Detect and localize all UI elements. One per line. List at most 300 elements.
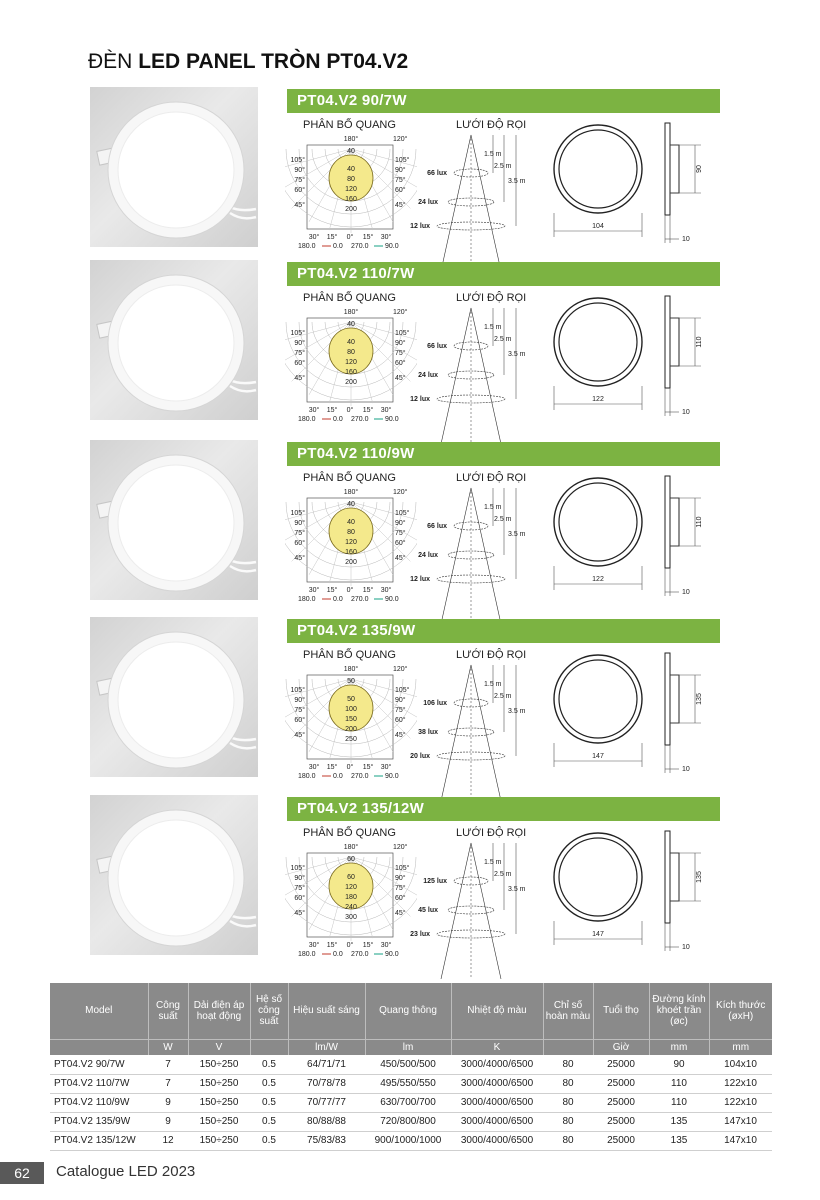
table-cell: 135 — [649, 1131, 709, 1150]
product-photo — [90, 795, 258, 955]
table-cell: 150÷250 — [188, 1093, 250, 1112]
table-cell: 135 — [649, 1112, 709, 1131]
polar-angle-label: 15° — [326, 407, 338, 414]
polar-angle-label: 105° — [290, 687, 305, 694]
polar-scale-label: 120 — [345, 884, 357, 891]
polar-scale-label: 250 — [345, 736, 357, 743]
unit-cell — [50, 1039, 148, 1055]
polar-angle-label: 15° — [362, 942, 374, 949]
table-cell: 150÷250 — [188, 1131, 250, 1150]
polar-angle-label: 45° — [294, 375, 305, 382]
table-cell: 630/700/700 — [365, 1093, 451, 1112]
distance-label: 2.5 m — [494, 163, 512, 170]
polar-angle-label: 90° — [395, 167, 406, 174]
table-cell: 70/77/77 — [288, 1093, 365, 1112]
distance-label: 1.5 m — [484, 859, 502, 866]
table-cell: 110 — [649, 1074, 709, 1093]
polar-legend-label: 180.0 — [298, 596, 316, 603]
distance-label: 2.5 m — [494, 693, 512, 700]
polar-legend-label: 180.0 — [298, 243, 316, 250]
polar-angle-label: 75° — [294, 530, 305, 537]
product-name-bar: PT04.V2 90/7W — [287, 89, 720, 113]
unit-cell: Giờ — [593, 1039, 649, 1055]
polar-angle-label: 60° — [294, 187, 305, 194]
distance-label: 3.5 m — [508, 708, 526, 715]
polar-legend-value: 90.0 — [385, 416, 399, 423]
polar-scale-label: 80 — [347, 349, 355, 356]
table-cell: 0.5 — [250, 1093, 288, 1112]
polar-angle-label: 105° — [395, 157, 410, 164]
table-cell: 7 — [148, 1055, 188, 1074]
table-cell: 3000/4000/6500 — [451, 1093, 543, 1112]
table-cell: 75/83/83 — [288, 1131, 365, 1150]
polar-scale-label: 40 — [347, 501, 355, 508]
polar-scale-label: 40 — [347, 339, 355, 346]
table-cell: 147x10 — [709, 1131, 772, 1150]
table-cell: 80 — [543, 1074, 593, 1093]
polar-angle-label: 15° — [362, 407, 374, 414]
lux-label: 45 lux — [418, 907, 438, 914]
page-title — [88, 50, 408, 74]
polar-angle-label: 0° — [346, 234, 354, 241]
table-cell: 3000/4000/6500 — [451, 1055, 543, 1074]
cone-diagram — [410, 839, 540, 979]
polar-angle-label: 105° — [395, 687, 410, 694]
lux-label: 24 lux — [418, 199, 438, 206]
header-cell: Chỉ số hoàn màu — [543, 983, 593, 1039]
distance-label: 3.5 m — [508, 531, 526, 538]
cone-diagram — [410, 661, 540, 801]
title-prefix: ĐÈN — [88, 50, 133, 73]
polar-angle-label: 105° — [290, 510, 305, 517]
table-cell: 80 — [543, 1093, 593, 1112]
polar-scale-label: 160 — [345, 549, 357, 556]
polar-scale-label: 200 — [345, 206, 357, 213]
panel-light-illustration — [90, 795, 258, 955]
table-cell: 80 — [543, 1131, 593, 1150]
table-cell: 64/71/71 — [288, 1055, 365, 1074]
height-label: 110 — [696, 516, 703, 528]
header-cell: Tuổi thọ — [593, 983, 649, 1039]
product-name-bar: PT04.V2 135/9W — [287, 619, 720, 643]
polar-angle-label: 30° — [380, 234, 392, 241]
polar-scale-label: 80 — [347, 529, 355, 536]
depth-label: 10 — [682, 409, 690, 416]
unit-cell: mm — [649, 1039, 709, 1055]
table-row — [50, 1112, 772, 1131]
spec-header-row — [50, 983, 772, 1039]
depth-label: 10 — [682, 589, 690, 596]
table-cell: 3000/4000/6500 — [451, 1112, 543, 1131]
table-cell: 720/800/800 — [365, 1112, 451, 1131]
polar-angle-label: 15° — [362, 234, 374, 241]
product-row — [0, 87, 820, 262]
polar-scale-label: 40 — [347, 166, 355, 173]
polar-angle-label: 45° — [294, 732, 305, 739]
polar-scale-label: 200 — [345, 379, 357, 386]
cone-label: LƯỚI ĐỘ RỌI — [456, 119, 527, 131]
polar-angle-label: 90° — [395, 697, 406, 704]
polar-angle-label: 30° — [380, 587, 392, 594]
table-cell: 25000 — [593, 1055, 649, 1074]
polar-diagram — [285, 484, 417, 616]
table-cell: 9 — [148, 1112, 188, 1131]
unit-cell — [543, 1039, 593, 1055]
polar-angle-label: 45° — [395, 732, 406, 739]
unit-cell: lm/W — [288, 1039, 365, 1055]
lux-label: 125 lux — [423, 878, 447, 885]
distance-label: 3.5 m — [508, 886, 526, 893]
footer-text: Catalogue LED 2023 — [56, 1163, 196, 1180]
distance-label: 1.5 m — [484, 504, 502, 511]
table-cell: PT04.V2 135/12W — [50, 1131, 148, 1150]
table-cell: 900/1000/1000 — [365, 1131, 451, 1150]
polar-legend-label: 270.0 — [351, 596, 369, 603]
table-cell: 80 — [543, 1055, 593, 1074]
polar-legend-label: 270.0 — [351, 243, 369, 250]
table-cell: 150÷250 — [188, 1055, 250, 1074]
polar-angle-label: 15° — [326, 587, 338, 594]
polar-angle-label: 30° — [380, 764, 392, 771]
polar-scale-label: 120 — [345, 539, 357, 546]
distance-label: 2.5 m — [494, 516, 512, 523]
polar-legend-value: 0.0 — [333, 951, 343, 958]
polar-angle-label: 45° — [395, 375, 406, 382]
polar-diagram — [285, 304, 417, 436]
polar-angle-label: 60° — [395, 717, 406, 724]
table-cell: PT04.V2 135/9W — [50, 1112, 148, 1131]
polar-angle-label: 105° — [395, 865, 410, 872]
polar-angle-label: 120° — [393, 136, 408, 143]
polar-scale-label: 80 — [347, 176, 355, 183]
header-cell: Công suất — [148, 983, 188, 1039]
polar-angle-label: 120° — [393, 666, 408, 673]
lux-label: 12 lux — [410, 223, 430, 230]
polar-legend-value: 0.0 — [333, 596, 343, 603]
product-row — [0, 440, 820, 615]
polar-scale-label: 200 — [345, 726, 357, 733]
distance-label: 3.5 m — [508, 351, 526, 358]
polar-angle-label: 60° — [294, 717, 305, 724]
cone-diagram — [410, 131, 540, 271]
front-view-drawing — [550, 470, 650, 600]
polar-scale-label: 300 — [345, 914, 357, 921]
polar-legend-value: 90.0 — [385, 951, 399, 958]
polar-angle-label: 120° — [393, 489, 408, 496]
table-row — [50, 1074, 772, 1093]
table-cell: 90 — [649, 1055, 709, 1074]
cone-diagram — [410, 484, 540, 624]
depth-label: 10 — [682, 236, 690, 243]
polar-scale-label: 40 — [347, 519, 355, 526]
table-cell: 122x10 — [709, 1074, 772, 1093]
product-photo — [90, 617, 258, 777]
header-cell: Dải điện áp hoạt động — [188, 983, 250, 1039]
lux-label: 38 lux — [418, 729, 438, 736]
polar-angle-label: 180° — [343, 844, 359, 851]
polar-diagram — [285, 131, 417, 263]
polar-legend-label: 270.0 — [351, 951, 369, 958]
polar-angle-label: 0° — [346, 942, 354, 949]
panel-light-illustration — [90, 260, 258, 420]
polar-angle-label: 0° — [346, 764, 354, 771]
lux-label: 66 lux — [427, 523, 447, 530]
polar-scale-label: 50 — [347, 696, 355, 703]
polar-label: PHÂN BỐ QUANG — [303, 292, 396, 304]
polar-angle-label: 60° — [294, 895, 305, 902]
polar-angle-label: 105° — [290, 330, 305, 337]
polar-angle-label: 90° — [395, 875, 406, 882]
height-label: 135 — [696, 693, 703, 705]
lux-label: 24 lux — [418, 552, 438, 559]
polar-legend-value: 0.0 — [333, 416, 343, 423]
polar-angle-label: 45° — [395, 910, 406, 917]
table-cell: 110 — [649, 1093, 709, 1112]
polar-scale-label: 50 — [347, 678, 355, 685]
unit-cell: mm — [709, 1039, 772, 1055]
polar-scale-label: 40 — [347, 148, 355, 155]
polar-legend-value: 90.0 — [385, 773, 399, 780]
title-bold: LED PANEL TRÒN PT04.V2 — [138, 50, 409, 73]
table-cell: PT04.V2 110/9W — [50, 1093, 148, 1112]
polar-label: PHÂN BỐ QUANG — [303, 472, 396, 484]
polar-scale-label: 60 — [347, 856, 355, 863]
panel-light-illustration — [90, 440, 258, 600]
side-view-drawing — [655, 290, 725, 430]
polar-scale-label: 60 — [347, 874, 355, 881]
table-cell: 3000/4000/6500 — [451, 1074, 543, 1093]
diameter-label: 104 — [592, 223, 604, 230]
unit-cell: lm — [365, 1039, 451, 1055]
product-photo — [90, 440, 258, 600]
table-cell: 150÷250 — [188, 1112, 250, 1131]
polar-angle-label: 15° — [326, 942, 338, 949]
polar-angle-label: 30° — [380, 942, 392, 949]
polar-angle-label: 45° — [395, 555, 406, 562]
table-cell: 12 — [148, 1131, 188, 1150]
table-cell: 70/78/78 — [288, 1074, 365, 1093]
polar-scale-label: 150 — [345, 716, 357, 723]
table-row — [50, 1131, 772, 1150]
page-footer — [0, 1162, 220, 1184]
polar-angle-label: 105° — [395, 330, 410, 337]
side-view-drawing — [655, 825, 725, 965]
unit-cell: V — [188, 1039, 250, 1055]
table-cell: PT04.V2 90/7W — [50, 1055, 148, 1074]
diameter-label: 122 — [592, 396, 604, 403]
polar-angle-label: 30° — [308, 764, 320, 771]
distance-label: 3.5 m — [508, 178, 526, 185]
polar-angle-label: 75° — [294, 350, 305, 357]
polar-angle-label: 30° — [308, 234, 320, 241]
front-view-drawing — [550, 825, 650, 955]
diameter-label: 147 — [592, 931, 604, 938]
polar-diagram — [285, 661, 417, 793]
lux-label: 12 lux — [410, 396, 430, 403]
polar-angle-label: 30° — [308, 942, 320, 949]
table-cell: 80/88/88 — [288, 1112, 365, 1131]
polar-scale-label: 160 — [345, 196, 357, 203]
polar-angle-label: 15° — [326, 764, 338, 771]
cone-diagram — [410, 304, 540, 444]
table-cell: 450/500/500 — [365, 1055, 451, 1074]
header-cell: Kích thước (øxH) — [709, 983, 772, 1039]
polar-angle-label: 180° — [343, 309, 359, 316]
product-name-bar: PT04.V2 135/12W — [287, 797, 720, 821]
polar-angle-label: 60° — [395, 540, 406, 547]
polar-angle-label: 90° — [395, 520, 406, 527]
polar-scale-label: 180 — [345, 894, 357, 901]
polar-angle-label: 90° — [294, 697, 305, 704]
distance-label: 1.5 m — [484, 151, 502, 158]
polar-angle-label: 30° — [308, 407, 320, 414]
polar-scale-label: 120 — [345, 186, 357, 193]
polar-angle-label: 30° — [380, 407, 392, 414]
header-cell: Quang thông — [365, 983, 451, 1039]
table-cell: 0.5 — [250, 1112, 288, 1131]
polar-legend-label: 180.0 — [298, 951, 316, 958]
polar-angle-label: 0° — [346, 407, 354, 414]
table-cell: 25000 — [593, 1131, 649, 1150]
polar-angle-label: 90° — [294, 520, 305, 527]
polar-angle-label: 105° — [395, 510, 410, 517]
cone-label: LƯỚI ĐỘ RỌI — [456, 649, 527, 661]
polar-legend-label: 270.0 — [351, 416, 369, 423]
polar-angle-label: 180° — [343, 666, 359, 673]
polar-angle-label: 120° — [393, 844, 408, 851]
table-cell: 3000/4000/6500 — [451, 1131, 543, 1150]
distance-label: 1.5 m — [484, 324, 502, 331]
unit-cell: K — [451, 1039, 543, 1055]
polar-scale-label: 240 — [345, 904, 357, 911]
polar-angle-label: 60° — [294, 540, 305, 547]
height-label: 90 — [696, 165, 703, 173]
polar-diagram — [285, 839, 417, 971]
polar-angle-label: 75° — [395, 177, 406, 184]
side-view-drawing — [655, 117, 725, 257]
polar-angle-label: 60° — [294, 360, 305, 367]
table-cell: 104x10 — [709, 1055, 772, 1074]
polar-label: PHÂN BỐ QUANG — [303, 649, 396, 661]
polar-angle-label: 90° — [294, 167, 305, 174]
lux-label: 66 lux — [427, 170, 447, 177]
lux-label: 106 lux — [423, 700, 447, 707]
polar-legend-label: 270.0 — [351, 773, 369, 780]
depth-label: 10 — [682, 766, 690, 773]
polar-legend-value: 90.0 — [385, 243, 399, 250]
product-photo — [90, 87, 258, 247]
header-cell: Hiệu suất sáng — [288, 983, 365, 1039]
polar-angle-label: 60° — [395, 360, 406, 367]
product-row — [0, 617, 820, 792]
unit-cell — [250, 1039, 288, 1055]
cone-label: LƯỚI ĐỘ RỌI — [456, 827, 527, 839]
polar-angle-label: 60° — [395, 895, 406, 902]
polar-legend-value: 0.0 — [333, 243, 343, 250]
polar-legend-value: 0.0 — [333, 773, 343, 780]
polar-angle-label: 75° — [395, 885, 406, 892]
unit-cell: W — [148, 1039, 188, 1055]
front-view-drawing — [550, 117, 650, 247]
lux-label: 66 lux — [427, 343, 447, 350]
table-cell: 0.5 — [250, 1131, 288, 1150]
table-cell: 122x10 — [709, 1093, 772, 1112]
product-photo — [90, 260, 258, 420]
table-cell: 0.5 — [250, 1055, 288, 1074]
table-row — [50, 1093, 772, 1112]
lux-label: 24 lux — [418, 372, 438, 379]
table-cell: 495/550/550 — [365, 1074, 451, 1093]
header-cell: Nhiệt độ màu — [451, 983, 543, 1039]
distance-label: 2.5 m — [494, 871, 512, 878]
cone-label: LƯỚI ĐỘ RỌI — [456, 472, 527, 484]
polar-angle-label: 45° — [395, 202, 406, 209]
polar-angle-label: 75° — [294, 885, 305, 892]
polar-legend-label: 180.0 — [298, 773, 316, 780]
polar-angle-label: 45° — [294, 202, 305, 209]
page-number: 62 — [0, 1162, 44, 1184]
polar-label: PHÂN BỐ QUANG — [303, 119, 396, 131]
table-cell: 80 — [543, 1112, 593, 1131]
panel-light-illustration — [90, 617, 258, 777]
polar-angle-label: 0° — [346, 587, 354, 594]
table-row — [50, 1055, 772, 1074]
polar-angle-label: 45° — [294, 555, 305, 562]
lux-label: 23 lux — [410, 931, 430, 938]
front-view-drawing — [550, 647, 650, 777]
polar-angle-label: 75° — [395, 350, 406, 357]
table-cell: 25000 — [593, 1093, 649, 1112]
polar-angle-label: 15° — [362, 587, 374, 594]
polar-scale-label: 200 — [345, 559, 357, 566]
height-label: 135 — [696, 871, 703, 883]
distance-label: 2.5 m — [494, 336, 512, 343]
polar-scale-label: 120 — [345, 359, 357, 366]
cone-label: LƯỚI ĐỘ RỌI — [456, 292, 527, 304]
product-name-bar: PT04.V2 110/7W — [287, 262, 720, 286]
header-cell: Hệ số công suất — [250, 983, 288, 1039]
product-row — [0, 260, 820, 435]
polar-angle-label: 45° — [294, 910, 305, 917]
polar-angle-label: 60° — [395, 187, 406, 194]
polar-angle-label: 15° — [362, 764, 374, 771]
polar-angle-label: 120° — [393, 309, 408, 316]
distance-label: 1.5 m — [484, 681, 502, 688]
spec-units-row — [50, 1039, 772, 1055]
height-label: 110 — [696, 336, 703, 348]
table-cell: 7 — [148, 1074, 188, 1093]
side-view-drawing — [655, 470, 725, 610]
polar-angle-label: 75° — [395, 530, 406, 537]
polar-scale-label: 160 — [345, 369, 357, 376]
table-cell: 9 — [148, 1093, 188, 1112]
polar-angle-label: 75° — [395, 707, 406, 714]
product-name-bar: PT04.V2 110/9W — [287, 442, 720, 466]
polar-legend-value: 90.0 — [385, 596, 399, 603]
polar-angle-label: 90° — [395, 340, 406, 347]
product-row — [0, 795, 820, 970]
spec-table-body — [50, 1055, 772, 1150]
polar-angle-label: 105° — [290, 157, 305, 164]
polar-angle-label: 90° — [294, 340, 305, 347]
front-view-drawing — [550, 290, 650, 420]
table-cell: 25000 — [593, 1074, 649, 1093]
polar-angle-label: 75° — [294, 177, 305, 184]
lux-label: 20 lux — [410, 753, 430, 760]
table-cell: 147x10 — [709, 1112, 772, 1131]
polar-label: PHÂN BỐ QUANG — [303, 827, 396, 839]
panel-light-illustration — [90, 87, 258, 247]
